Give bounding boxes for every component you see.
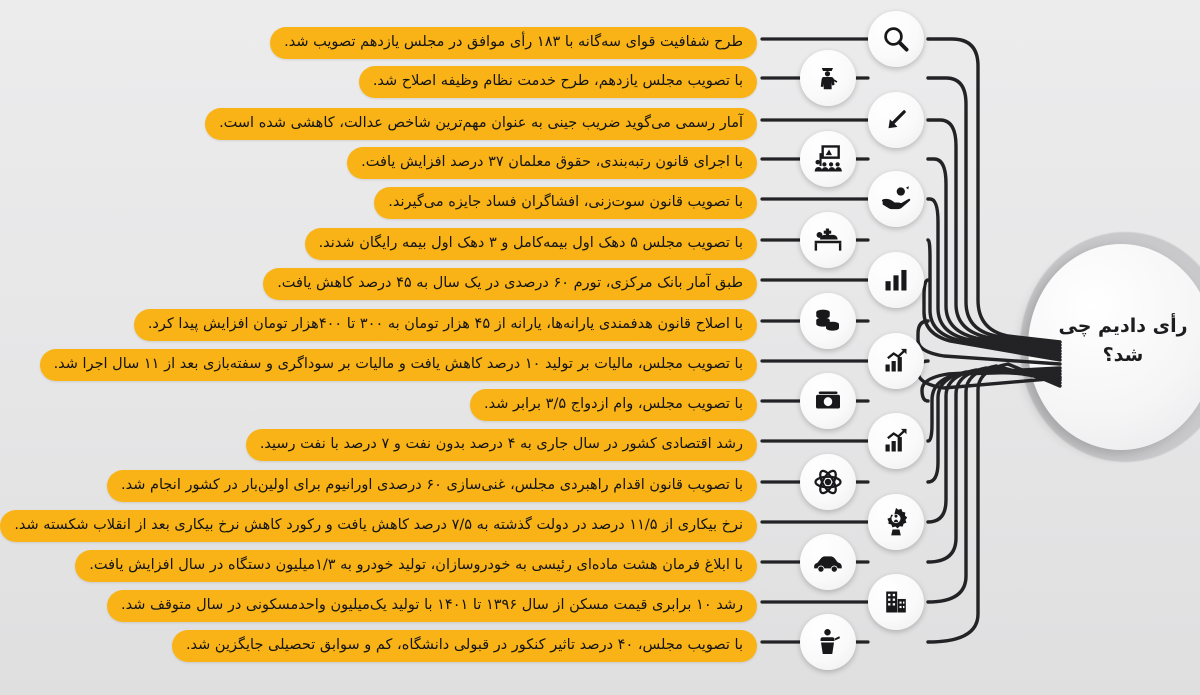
label-item-13[interactable]: نرخ بیکاری از ۱۱/۵ درصد در دولت گذشته به ۷/۵ درصد کاهش یافت و رکورد کاهش نرخ بیکاری بعد از انقلاب شکسته شد. (0, 510, 757, 542)
icon-node-7[interactable] (868, 252, 924, 308)
coins-stack-icon (813, 306, 843, 336)
icon-node-2[interactable] (800, 50, 856, 106)
label-item-11[interactable]: رشد اقتصادی کشور در سال جاری به ۴ درصد بدون نفت و ۷ درصد با نفت رسید. (246, 429, 757, 461)
label-item-8[interactable]: با اصلاح قانون هدفمندی یارانه‌ها، یارانه از ۴۵ هزار تومان به ۳۰۰ تا ۴۰۰هزار تومان افزایش پیدا کرد. (134, 309, 757, 341)
icon-node-11[interactable] (868, 413, 924, 469)
bar-chart-icon (882, 266, 910, 294)
icon-node-15[interactable] (868, 574, 924, 630)
banknotes-icon (813, 386, 843, 416)
soldier-icon (813, 63, 843, 93)
label-item-15[interactable]: رشد ۱۰ برابری قیمت مسکن از سال ۱۳۹۶ تا ۱۴۰۱ با تولید یک‌میلیون واحدمسکونی در سال متوقف شد. (107, 590, 757, 622)
teacher-icon (812, 143, 844, 175)
icon-node-9[interactable] (868, 333, 924, 389)
growth-chart-icon (882, 347, 910, 375)
label-item-7[interactable]: طبق آمار بانک مرکزی، تورم ۶۰ درصدی در یک سال به ۴۵ درصد کاهش یافت. (263, 268, 757, 300)
icon-node-16[interactable] (800, 614, 856, 670)
label-item-3[interactable]: آمار رسمی می‌گوید ضریب جینی به عنوان مهم‌ترین شاخص عدالت، کاهشی شده است. (205, 108, 757, 140)
label-item-4[interactable]: با اجرای قانون رتبه‌بندی، حقوق معلمان ۳۷ درصد افزایش یافت. (347, 147, 757, 179)
label-item-6[interactable]: با تصویب مجلس ۵ دهک اول بیمه‌کامل و ۳ دهک اول بیمه رایگان شدند. (305, 228, 757, 260)
label-item-14[interactable]: با ابلاغ فرمان هشت ماده‌ای رئیسی به خودروسازان، تولید خودرو به ۱/۳میلیون دستگاه در سال افزایش یافت. (75, 550, 757, 582)
label-item-9[interactable]: با تصویب مجلس، مالیات بر تولید ۱۰ درصد کاهش یافت و مالیات بر سوداگری و سفته‌بازی بعد از ۱۱ سال اجرا شد. (40, 349, 757, 381)
label-item-12[interactable]: با تصویب قانون اقدام راهبردی مجلس، غنی‌سازی ۶۰ درصدی اورانیوم برای اولین‌بار در کشور انجام شد. (107, 470, 757, 502)
icon-node-8[interactable] (800, 293, 856, 349)
icon-node-4[interactable] (800, 131, 856, 187)
atom-icon (813, 467, 843, 497)
growth-chart-2-icon (882, 427, 910, 455)
label-item-10[interactable]: با تصویب مجلس، وام ازدواج ۳/۵ برابر شد. (470, 389, 757, 421)
label-item-2[interactable]: با تصویب مجلس یازدهم، طرح خدمت نظام وظیفه اصلاح شد. (359, 66, 757, 98)
label-item-16[interactable]: با تصویب مجلس، ۴۰ درصد تاثیر کنکور در قبولی دانشگاه، کم و سوابق تحصیلی جایگزین شد. (172, 630, 757, 662)
hub-label: رأی دادیم چی شد؟ (1058, 315, 1188, 367)
magnifier-icon (881, 24, 911, 54)
building-icon (882, 588, 910, 616)
icon-node-13[interactable] (868, 494, 924, 550)
icon-node-1[interactable] (868, 11, 924, 67)
label-item-1[interactable]: طرح شفافیت قوای سه‌گانه با ۱۸۳ رأی موافق در مجلس یازدهم تصویب شد. (270, 27, 757, 59)
icon-node-3[interactable] (868, 92, 924, 148)
icon-node-10[interactable] (800, 373, 856, 429)
car-icon (812, 546, 844, 578)
icon-node-6[interactable] (800, 212, 856, 268)
icon-node-5[interactable] (868, 171, 924, 227)
label-item-5[interactable]: با تصویب قانون سوت‌زنی، افشاگران فساد جایزه می‌گیرند. (374, 187, 757, 219)
podium-icon (813, 627, 843, 657)
icon-node-12[interactable] (800, 454, 856, 510)
gear-worker-icon (880, 506, 912, 538)
hospital-bed-icon (812, 224, 844, 256)
hand-coin-icon (880, 183, 912, 215)
arrow-down-icon (881, 105, 911, 135)
icon-node-14[interactable] (800, 534, 856, 590)
